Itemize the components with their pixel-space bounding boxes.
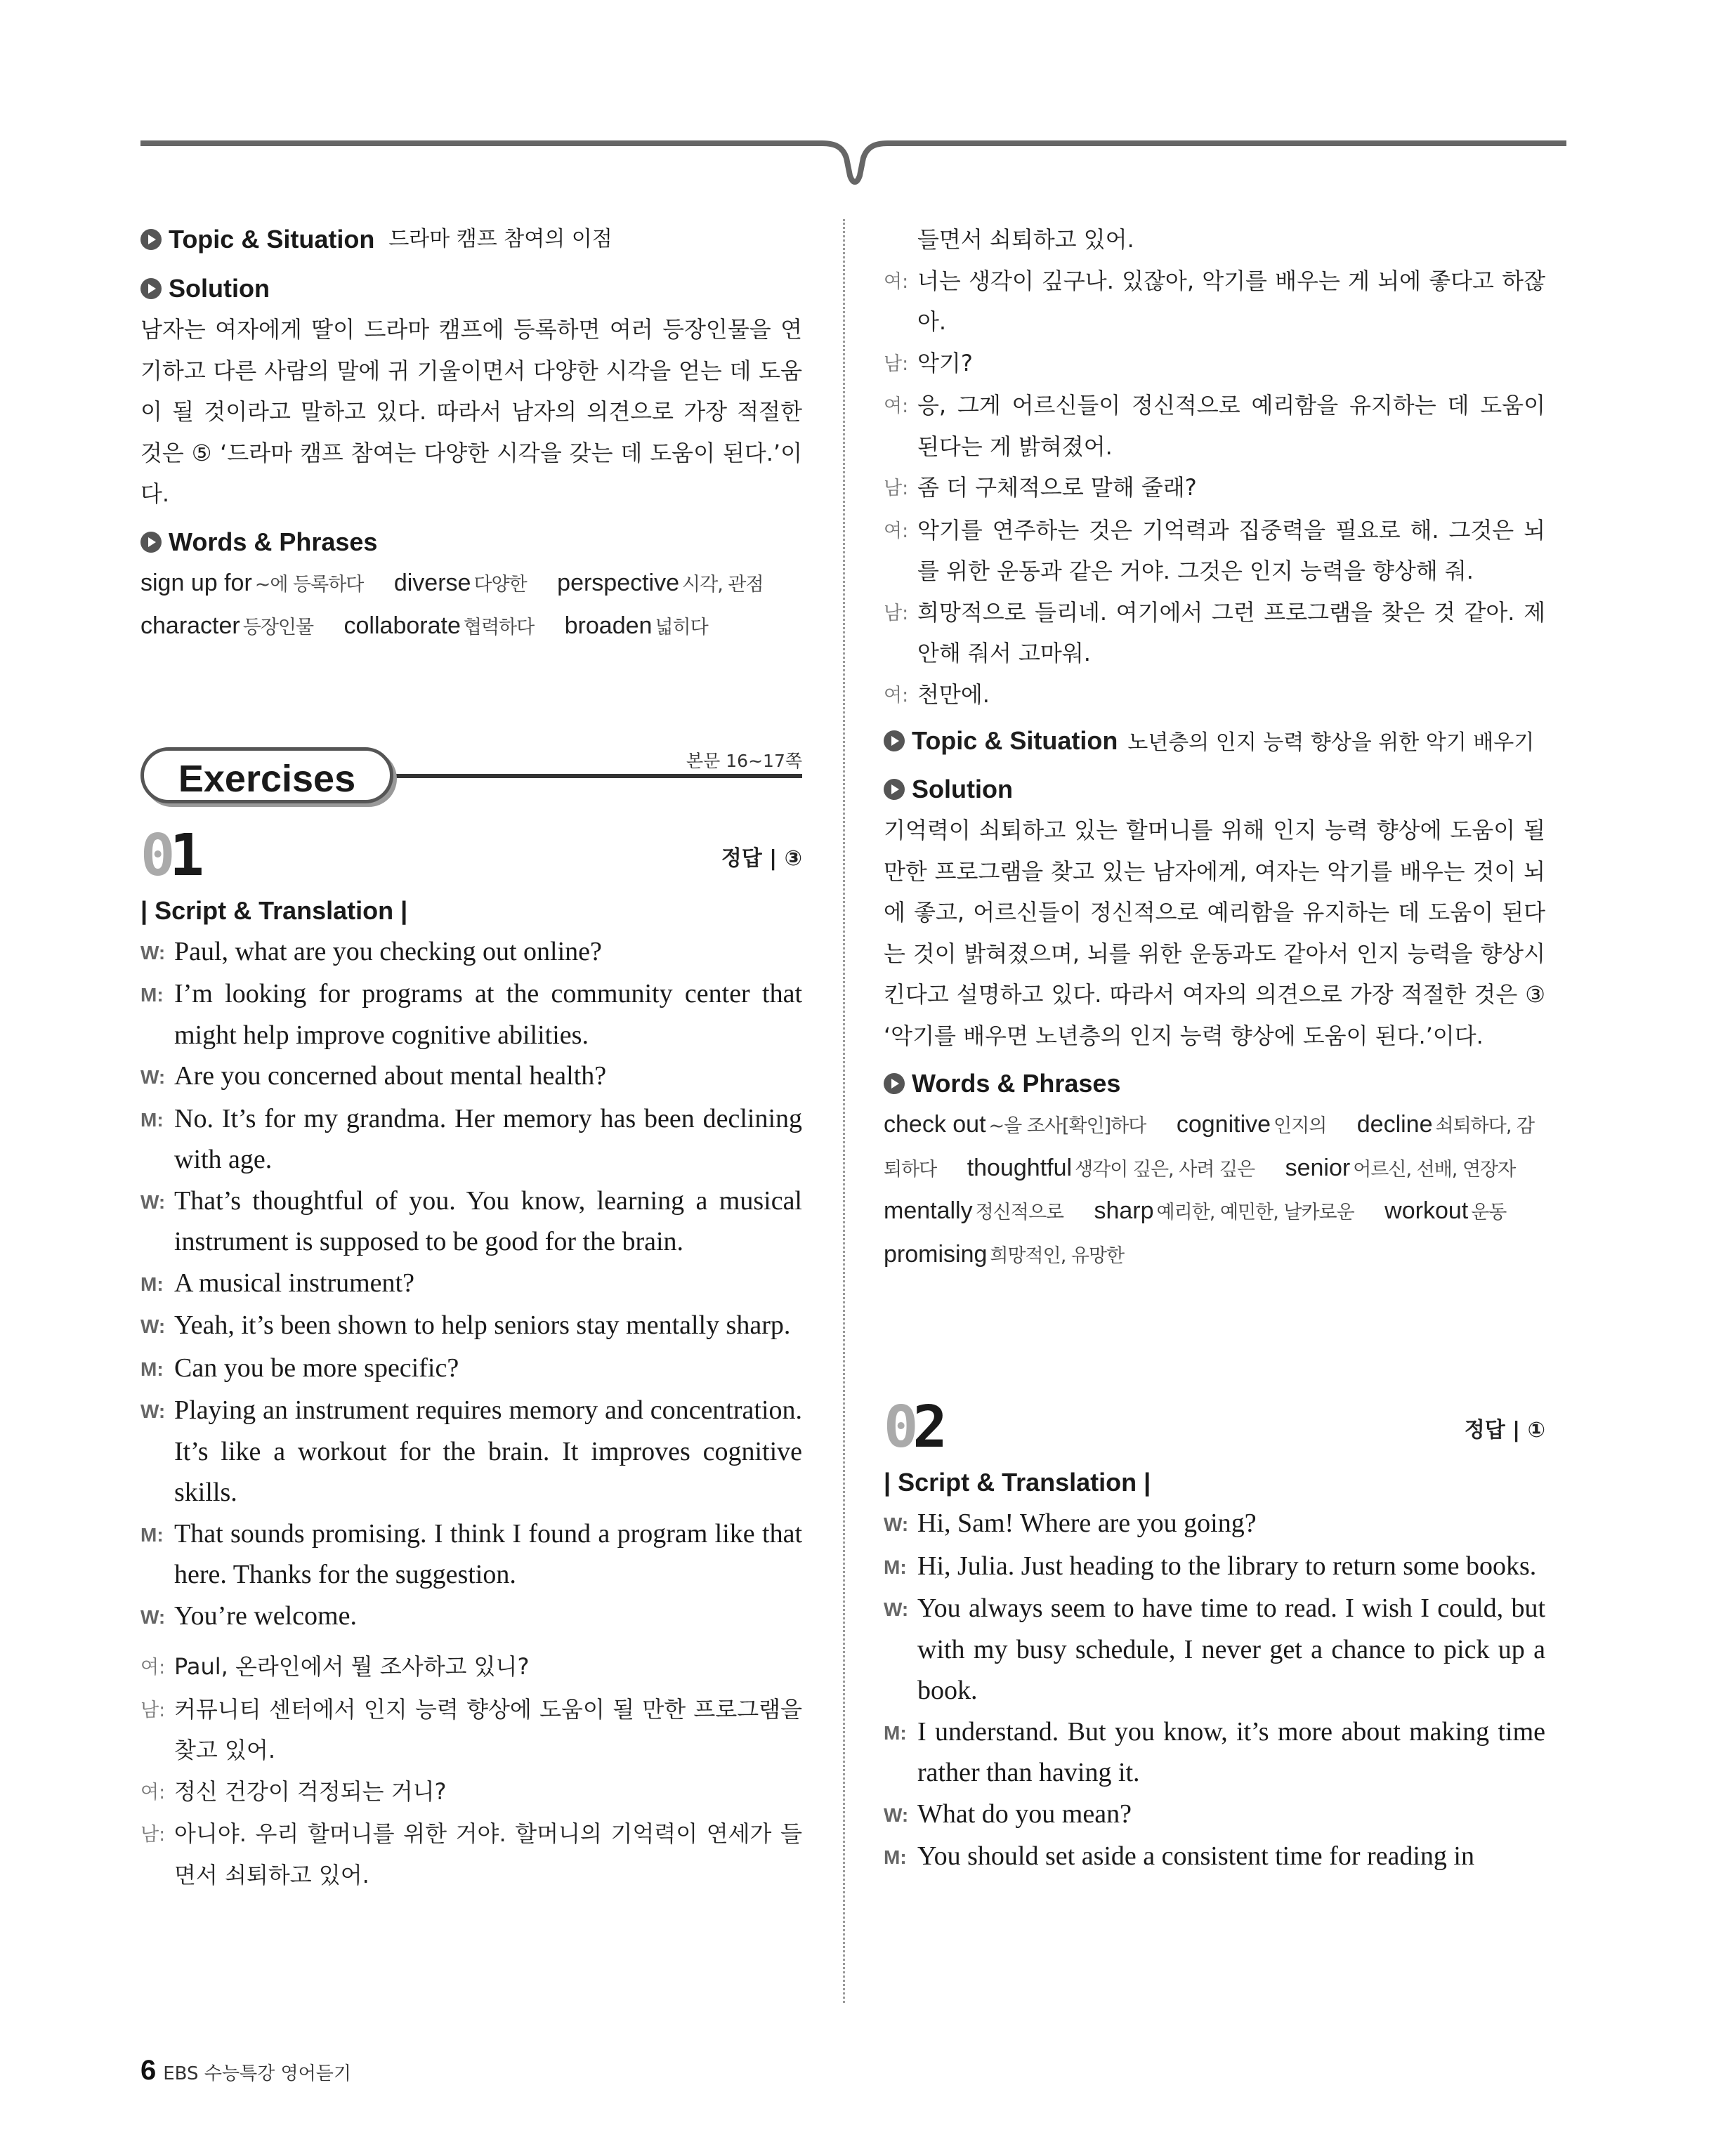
column-divider [843,219,845,2003]
dialogue-text: You should set aside a consistent time for reading in [917,1841,1474,1871]
speaker-label: W: [140,1400,166,1422]
translation-text: 천만에. [917,681,990,708]
speaker-label: M: [884,1846,907,1868]
topic-situation-heading [140,219,802,260]
word-meaning: 생각이 깊은, 사려 깊은 [1075,1158,1255,1181]
word-term: promising [884,1240,988,1268]
translation-text-continued: 들면서 쇠퇴하고 있어. [917,226,1134,253]
dialogue-text: Can you be more specific? [174,1353,459,1383]
words-phrases-heading [140,522,802,563]
word-meaning: 인지의 [1273,1115,1327,1137]
speaker-label: M: [140,1523,164,1546]
dialogue-line [140,973,802,1056]
exercises-pages: 본문 16~17쪽 [686,750,802,771]
translation-text: 악기? [917,349,973,376]
words-label: Words & Phrases [912,1069,1121,1098]
word-meaning: 어르신, 선배, 연장자 [1353,1158,1516,1181]
play-icon [884,1073,905,1094]
word-meaning: 운동 [1471,1202,1507,1223]
solution-text: 기억력이 쇠퇴하고 있는 할머니를 위해 인지 능력 향상에 도움이 될 만한 프로그램을 찾고 있는 남자에게, 여자는 악기를 배우는 것이 뇌에 좋고, 어르신들이 정신적으로 예리함을 유지하는 데 도움이 된다는 것이 밝혀졌으며, 뇌를 위한 운동과도 같아서 인지 능력을 향상시킨다고 설명하고 있다. 따라서 여자의 의견으로 가장 적절한 것은 ③ ‘악기를 배우면 노년층의 인지 능력 향상에 도움이 된다.’이다. [884,817,1545,1049]
speaker-label: 남: [140,1824,166,1846]
dialogue-text: That’s thoughtful of you. You know, learning a musical instrument is supposed to be good for the brain. [174,1185,802,1256]
word-term: cognitive [1176,1111,1271,1138]
solution-heading [140,268,802,309]
word-term: senior [1285,1154,1351,1181]
english-dialogue [140,931,802,1638]
word-term: thoughtful [967,1154,1073,1181]
topic-label: Topic & Situation [912,726,1118,755]
word-term: mentally [884,1197,973,1224]
dialogue-line [140,1596,802,1638]
word-meaning: 희망적인, 유망한 [990,1244,1125,1267]
translation-line [884,467,1545,510]
speaker-label: M: [884,1721,907,1744]
dialogue-line [884,1836,1545,1879]
translation-text: Paul, 온라인에서 뭘 조사하고 있니? [174,1653,530,1680]
translation-text: 응, 그게 어르신들이 정신적으로 예리함을 유지하는 데 도움이 된다는 게 밝혀졌어. [917,392,1545,460]
speaker-label: 여: [884,684,909,706]
word-meaning: ~에 등록하다 [254,573,364,596]
word-meaning: 다양한 [473,573,527,596]
right-column [884,219,1545,1879]
word-meaning: 예리한, 예민한, 날카로운 [1156,1202,1354,1223]
word-meaning: ~을 조사[확인]하다 [988,1115,1146,1137]
words-label: Words & Phrases [169,527,378,556]
dialogue-line [884,1794,1545,1836]
dialogue-text: Hi, Sam! Where are you going? [917,1508,1257,1538]
left-column [140,219,802,1888]
word-term: workout [1384,1197,1469,1224]
word-term: check out [884,1111,986,1138]
topic-situation-heading [884,721,1545,763]
speaker-label: W: [884,1513,909,1535]
dialogue-text: Hi, Julia. Just heading to the library to return some books. [917,1551,1537,1581]
dialogue-text: You always seem to have time to read. I wish I could, but with my busy schedule, I never get a chance to pick up a book. [917,1593,1545,1705]
word-meaning: 정신적으로 [975,1202,1064,1223]
speaker-label: 남: [884,353,909,375]
translation-line [140,1771,802,1814]
word-term: decline [1356,1111,1433,1138]
translation-text: 좀 더 구체적으로 말해 줄래? [917,474,1197,501]
solution-label: Solution [912,775,1013,803]
speaker-label: W: [140,1190,166,1213]
answer-label: 정답 | ① [1464,1418,1545,1442]
solution-heading [884,769,1545,810]
word-term: sign up for [140,569,252,596]
speaker-label: 여: [884,520,909,542]
word-term: sharp [1094,1197,1154,1224]
dialogue-text: You’re welcome. [174,1600,357,1631]
speaker-label: W: [140,1066,166,1088]
speaker-label: 남: [140,1699,166,1721]
dialogue-line [140,1305,802,1348]
english-dialogue [884,1503,1545,1879]
translation-text: 희망적으로 들리네. 여기에서 그런 프로그램을 찾은 것 같아. 제안해 줘서 고마워. [917,598,1545,666]
word-meaning: 쇠퇴하다, 감퇴하다 [884,1115,1535,1181]
play-icon [140,229,162,250]
translation-line [884,674,1545,717]
question-number: 01 [140,822,199,889]
dialogue-line [140,1348,802,1391]
dialogue-line [140,1513,802,1596]
korean-translation [140,1646,802,1888]
exercises-title: Exercises [140,747,393,803]
page-number: 6 [140,2055,157,2086]
answer-label: 정답 | ③ [721,846,802,871]
translation-line [884,385,1545,467]
speaker-label: 남: [884,478,909,499]
book-title: EBS 수능특강 영어듣기 [163,2063,352,2084]
word-meaning: 시각, 관점 [682,573,764,596]
dialogue-text: I understand. But you know, it’s more about making time rather than having it. [917,1716,1545,1787]
topic-label: Topic & Situation [169,225,375,254]
dialogue-text: That sounds promising. I think I found a program like that here. Thanks for the suggestion. [174,1518,802,1589]
speaker-label: 여: [884,270,909,293]
word-term: perspective [557,569,680,596]
script-translation-label: | Script & Translation | [884,1468,1151,1497]
dialogue-line [140,1390,802,1513]
speaker-label: W: [884,1803,909,1826]
words-list [884,1104,1545,1277]
solution-label: Solution [169,274,270,303]
word-meaning: 넓히다 [655,617,708,638]
dialogue-line [884,1588,1545,1711]
script-translation-label: | Script & Translation | [140,895,408,925]
speaker-label: M: [140,1358,164,1380]
dialogue-text: Yeah, it’s been shown to help seniors stay mentally sharp. [174,1310,791,1340]
speaker-label: 여: [884,395,909,417]
word-meaning: 등장인물 [242,617,314,638]
translation-line [884,261,1545,343]
translation-line [884,510,1545,592]
play-icon [884,779,905,800]
speaker-label: M: [884,1556,907,1578]
dialogue-line [140,1181,802,1263]
dialogue-text: I’m looking for programs at the community center that might help improve cognitive abilities. [174,979,802,1050]
exercises-rule [386,774,802,778]
words-list [140,563,802,649]
speaker-label: W: [140,1315,166,1337]
dialogue-line [884,1711,1545,1794]
word-term: diverse [393,569,471,596]
speaker-label: M: [140,1108,164,1131]
translation-line [140,1646,802,1689]
translation-text: 정신 건강이 걱정되는 거니? [174,1777,447,1805]
dialogue-line [140,931,802,974]
translation-line [884,592,1545,674]
dialogue-text: Playing an instrument requires memory and concentration. It’s like a workout for the brain. It improves cognitive skills. [174,1395,802,1507]
question-1-header [140,824,802,888]
dialogue-line [140,1098,802,1181]
speaker-label: M: [140,1273,164,1295]
translation-line [140,1689,802,1771]
solution-text: 남자는 여자에게 딸이 드라마 캠프에 등록하면 여러 등장인물을 연기하고 다른 사람의 말에 귀 기울이면서 다양한 시각을 얻는 데 도움이 될 것이라고 말하고 있다. 따라서 남자의 의견으로 가장 적절한 것은 ⑤ ‘드라마 캠프 참여는 다양한 시각을 갖는 데 도움이 된다.’이다. [140,316,802,507]
dialogue-text: Paul, what are you checking out online? [174,936,602,966]
dialogue-text: No. It’s for my grandma. Her memory has been declining with age. [174,1103,802,1174]
dialogue-line [140,1263,802,1306]
page-footer [140,2055,351,2086]
translation-text: 커뮤니티 센터에서 인지 능력 향상에 도움이 될 만한 프로그램을 찾고 있어. [174,1695,802,1763]
speaker-label: W: [884,1598,909,1620]
play-icon [140,532,162,553]
dialogue-text: A musical instrument? [174,1268,414,1298]
exercises-header [140,747,802,817]
speaker-label: M: [140,984,164,1006]
translation-text: 악기를 연주하는 것은 기억력과 집중력을 필요로 해. 그것은 뇌를 위한 운동과 같은 거야. 그것은 인지 능력을 향상해 줘. [917,516,1545,584]
play-icon [884,730,905,751]
topic-text: 노년층의 인지 능력 향상을 위한 악기 배우기 [1127,730,1535,755]
word-term: broaden [564,612,653,639]
question-2-header [884,1396,1545,1459]
words-phrases-heading [884,1063,1545,1104]
top-decorative-rule [140,105,1566,190]
speaker-label: 여: [140,1781,166,1803]
speaker-label: W: [140,941,166,964]
translation-line [884,343,1545,386]
word-meaning: 협력하다 [463,617,535,638]
translation-text: 너는 생각이 깊구나. 있잖아, 악기를 배우는 게 뇌에 좋다고 하잖아. [917,267,1545,335]
translation-text: 아니야. 우리 할머니를 위한 거야. 할머니의 기억력이 연세가 들면서 쇠퇴하고 있어. [174,1820,802,1888]
speaker-label: 남: [884,602,909,624]
dialogue-line [140,1056,802,1098]
speaker-label: 여: [140,1657,166,1678]
question-number: 02 [884,1394,942,1461]
topic-text: 드라마 캠프 참여의 이점 [388,227,613,251]
dialogue-text: Are you concerned about mental health? [174,1061,607,1091]
dialogue-line [884,1503,1545,1546]
translation-line [140,1813,802,1888]
play-icon [140,278,162,299]
word-term: collaborate [343,612,461,639]
speaker-label: W: [140,1605,166,1628]
word-term: character [140,612,240,639]
dialogue-line [884,1546,1545,1589]
dialogue-text: What do you mean? [917,1799,1132,1829]
translation-continued [884,219,1545,261]
